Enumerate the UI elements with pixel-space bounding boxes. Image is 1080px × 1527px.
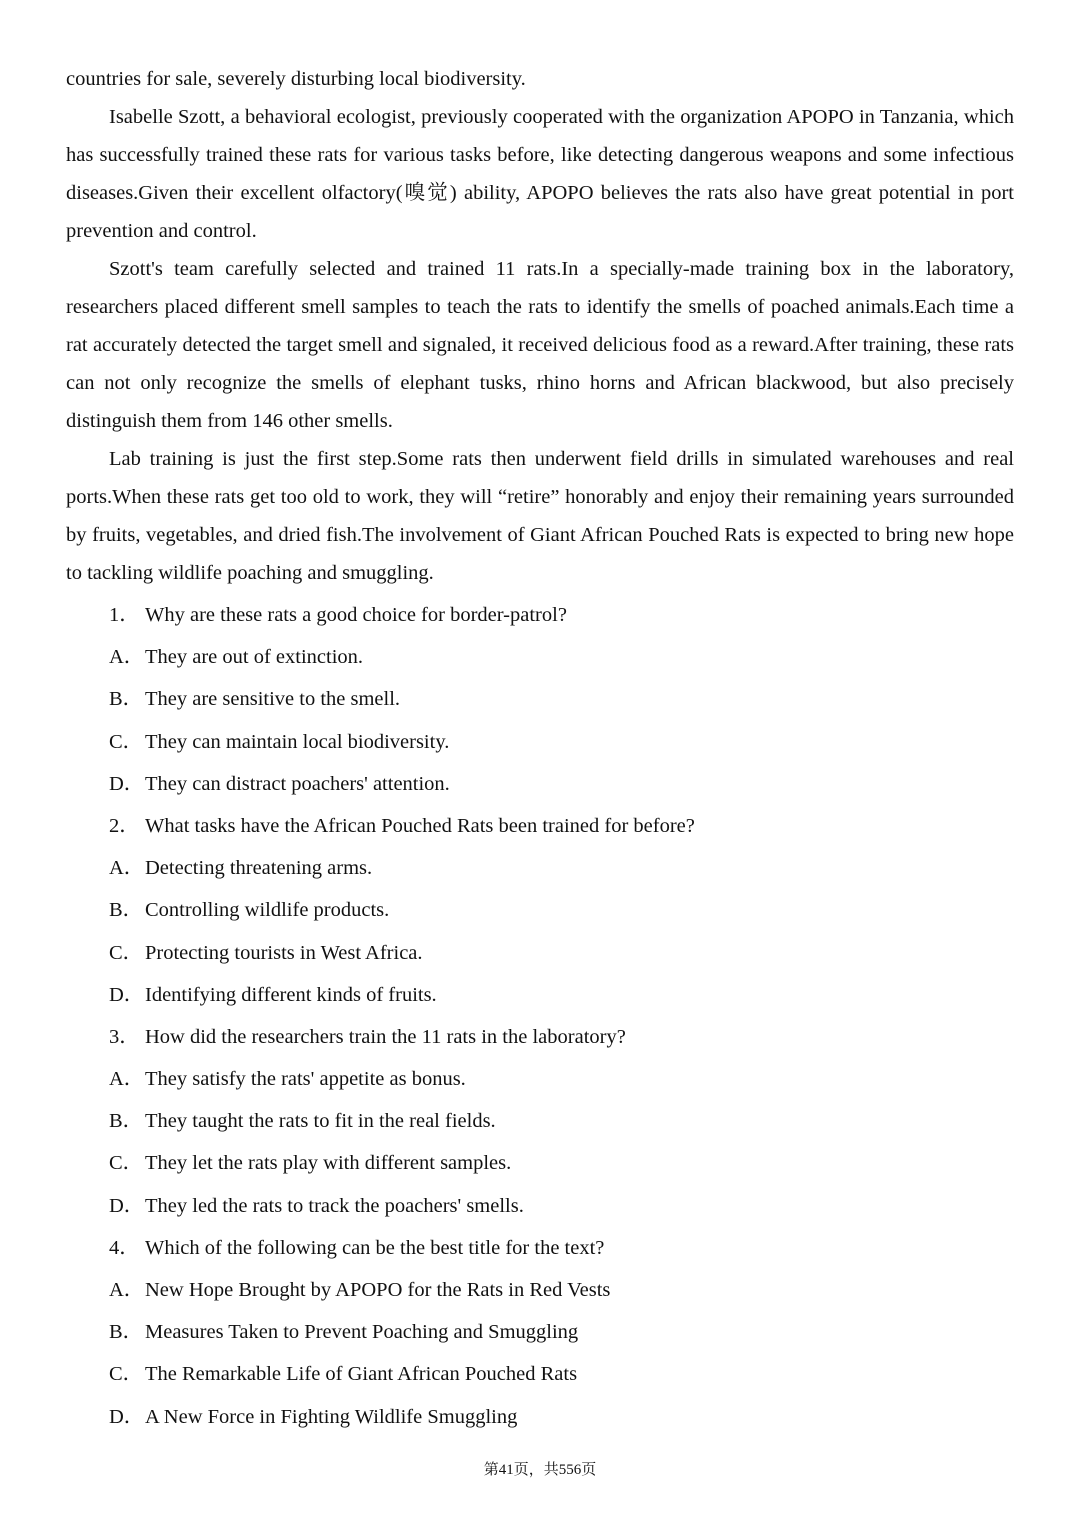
question-list [109,596,1009,1440]
answer-option [109,1102,1009,1144]
option-label: C． [109,1363,144,1386]
option-text: They taught the rats to fit in the real fields. [145,1110,496,1133]
option-label: A． [109,1279,145,1301]
option-label: A． [109,646,145,669]
answer-option [109,1313,1009,1355]
option-text: Identifying different kinds of fruits. [145,983,437,1006]
answer-option [109,1060,1009,1102]
option-text: Measures Taken to Prevent Poaching and Smuggling [145,1321,579,1344]
answer-option [109,976,1009,1018]
answer-option [109,891,1009,933]
option-text: They can distract poachers' attention. [145,772,450,795]
question-text: Which of the following can be the best title for the text? [145,1236,605,1259]
passage-paragraph: Szott's team carefully selected and trained 11 rats.In a specially-made training box in the laboratory, researchers placed different smell samples to teach the rats to identify the smells of poached animals.Each time a rat accurately detected the target smell and signaled, it received delicious food as a reward.After training, these rats can not only recognize the smells of elephant tusks, rhino horns and African blackwood, but also precisely distinguish them from 146 other smells. [66,258,1014,432]
answer-option [109,765,1009,807]
option-text: They are sensitive to the smell. [145,688,401,711]
option-text: They are out of extinction. [145,646,364,669]
question-text: How did the researchers train the 11 rats in the laboratory? [145,1025,626,1048]
passage-paragraph: Isabelle Szott, a behavioral ecologist, previously cooperated with the organization APOPO in Tanzania, which has successfully trained these rats for various tasks before, like detecting dangerous weapons and some infectious diseases.Given their excellent olfactory(嗅觉) ability, APOPO believes the rats also have great potential in port prevention and control. [66,106,1014,242]
answer-option [109,1355,1009,1397]
option-text: They let the rats play with different samples. [145,1152,512,1175]
option-text: They can maintain local biodiversity. [145,730,450,753]
question-stem [109,596,1009,638]
answer-option [109,1187,1009,1229]
option-label: A． [109,857,145,880]
option-label: A． [109,1068,145,1091]
answer-option [109,1144,1009,1186]
passage-paragraph: countries for sale, severely disturbing local biodiversity. [66,68,526,90]
option-label: B． [109,1321,144,1344]
answer-option [109,849,1009,891]
question-number: 4． [109,1236,140,1259]
option-label: C． [109,941,144,964]
option-label: B． [109,688,144,711]
question-stem [109,1018,1009,1060]
question-stem [109,1229,1009,1271]
option-label: D． [109,983,145,1006]
question-text: What tasks have the African Pouched Rats been trained for before? [145,814,695,837]
option-label: C． [109,730,144,753]
answer-option [109,638,1009,680]
option-label: B． [109,1110,144,1133]
answer-option [109,1271,1009,1313]
option-text: Controlling wildlife products. [145,899,390,922]
option-text: They led the rats to track the poachers' smells. [145,1194,524,1217]
answer-option [109,934,1009,976]
option-label: C． [109,1152,144,1175]
option-label: D． [109,1194,145,1217]
option-text: New Hope Brought by APOPO for the Rats in Red Vests [145,1279,611,1301]
question-text: Why are these rats a good choice for border-patrol? [145,604,567,626]
question-stem [109,807,1009,849]
option-label: D． [109,1405,145,1428]
question-number: 3． [109,1025,140,1048]
passage-paragraph: Lab training is just the first step.Some rats then underwent field drills in simulated warehouses and real ports.When these rats get too old to work, they will “retire” honorably and enjoy their remaining years surrounded by fruits, vegetables, and dried fish.The involvement of Giant African Pouched Rats is expected to bring new hope to tackling wildlife poaching and smuggling. [66,448,1014,584]
option-label: D． [109,772,145,795]
option-text: Detecting threatening arms. [145,857,373,880]
question-number: 1． [109,604,140,626]
option-text: They satisfy the rats' appetite as bonus. [145,1068,466,1091]
option-label: B． [109,899,144,922]
page-number-footer: 第41页，共556页 [483,1462,597,1478]
answer-option [109,680,1009,722]
option-text: The Remarkable Life of Giant African Pouched Rats [145,1363,578,1386]
question-number: 2． [109,814,140,837]
option-text: A New Force in Fighting Wildlife Smuggling [145,1405,518,1428]
option-text: Protecting tourists in West Africa. [145,941,423,964]
answer-option [109,1398,1009,1440]
reading-passage [66,60,1014,592]
answer-option [109,723,1009,765]
